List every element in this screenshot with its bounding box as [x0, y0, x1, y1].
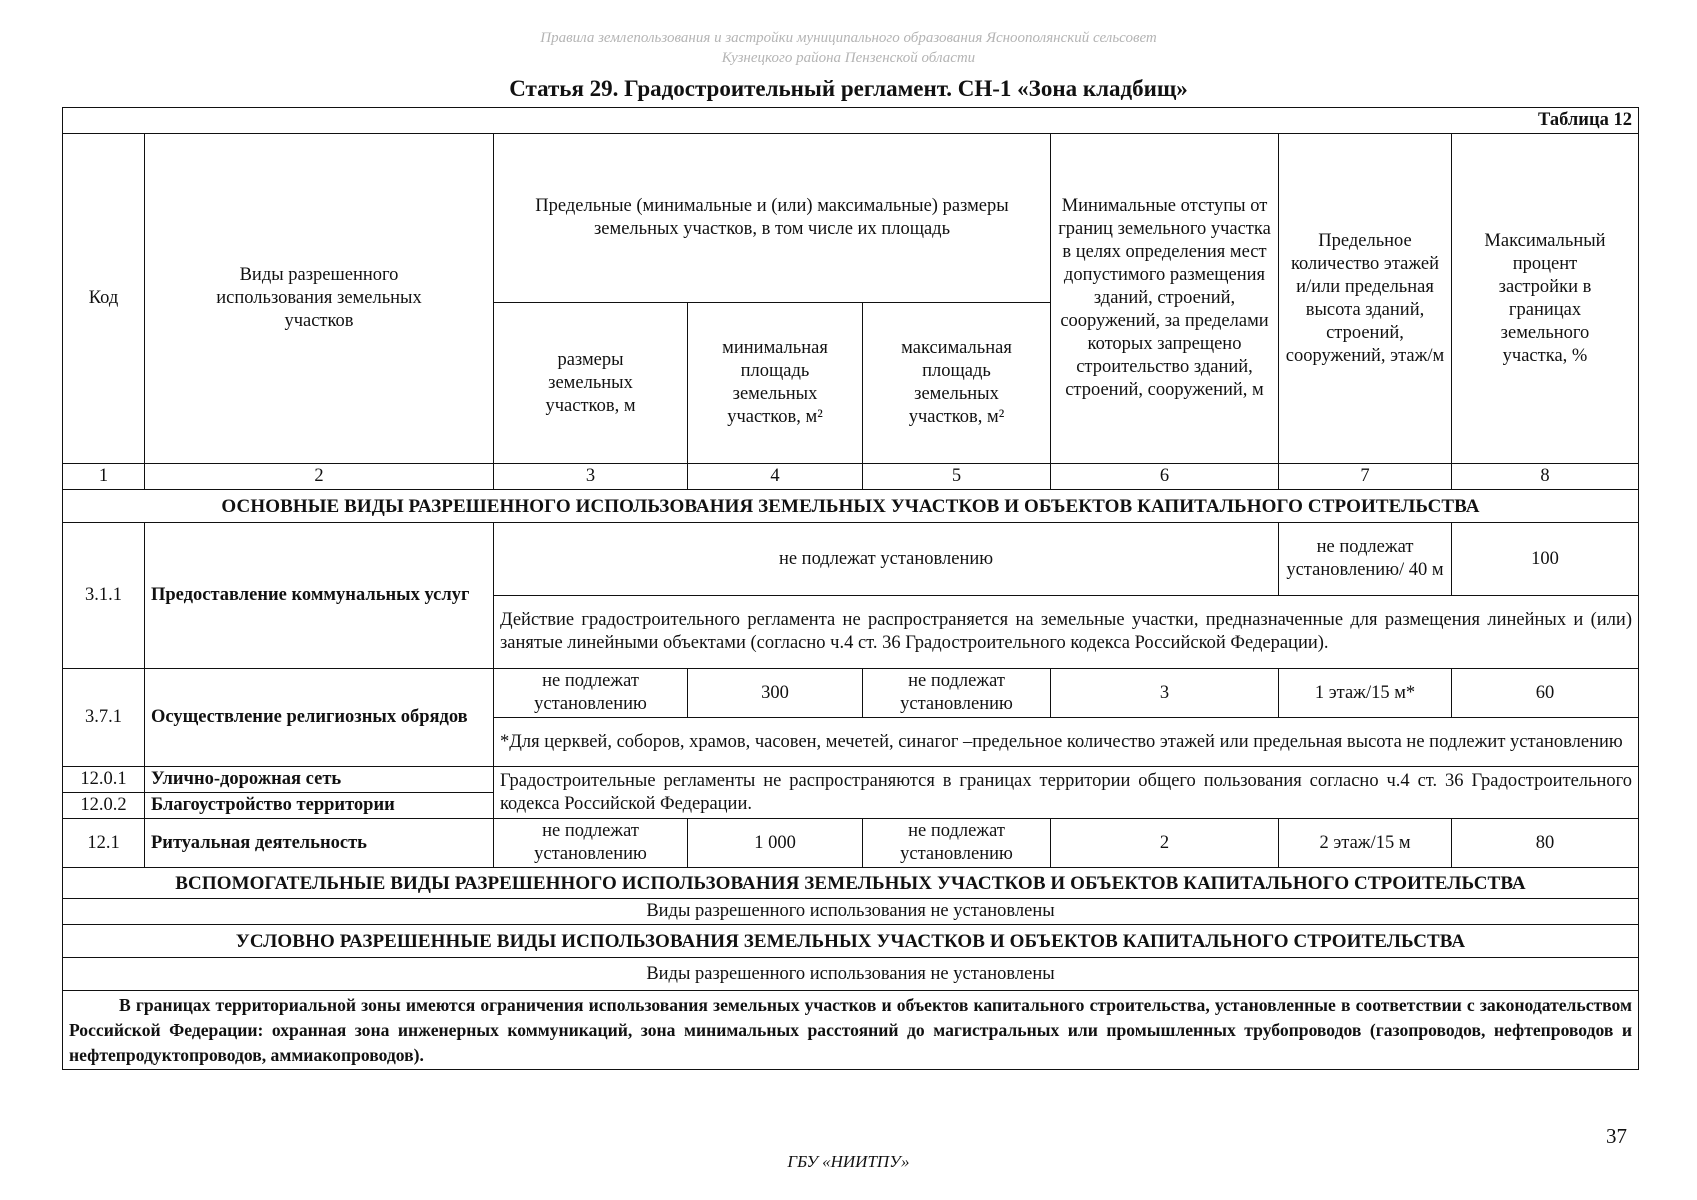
cond-text: Виды разрешенного использования не установлены	[63, 958, 1639, 991]
row-sizes: не подлежат установлению	[494, 819, 688, 868]
row-code: 12.0.2	[63, 793, 145, 819]
footer-organization: ГБУ «НИИТПУ»	[787, 1152, 910, 1171]
header-coverage: Максимальный процент застройки в границах земельного участка, %	[1452, 134, 1639, 464]
col-number: 1	[63, 464, 145, 490]
header-floors: Предельное количество этажей и/или предельная высота зданий, строений, сооружений, этаж/м	[1279, 134, 1452, 464]
row-coverage: 100	[1452, 523, 1639, 596]
running-header-line2: Кузнецкого района Пензенской области	[721, 50, 976, 66]
table-row	[63, 669, 1639, 718]
row-limits: не подлежат установлению	[494, 523, 1279, 596]
section-aux-row	[63, 868, 1639, 899]
table-label: Таблица 12	[63, 108, 1639, 134]
row-floors: не подлежат установлению/ 40 м	[1279, 523, 1452, 596]
row-max-area: не подлежат установлению	[863, 819, 1051, 868]
aux-text: Виды разрешенного использования не установлены	[63, 899, 1639, 925]
row-floors: 1 этаж/15 м*	[1279, 669, 1452, 718]
table-row	[63, 523, 1639, 596]
row-name: Улично-дорожная сеть	[145, 767, 494, 793]
header-max-area: максимальная площадь земельных участков, м²	[863, 303, 1051, 464]
row-setbacks: 3	[1051, 669, 1279, 718]
row-code: 3.7.1	[63, 669, 145, 767]
header-min-area: минимальная площадь земельных участков, м²	[688, 303, 863, 464]
row-note: Градостроительные регламенты не распространяются в границах территории общего пользования согласно ч.4 ст. 36 Градостроительного кодекса Российской Федерации.	[494, 767, 1639, 819]
row-coverage: 60	[1452, 669, 1639, 718]
col-number: 2	[145, 464, 494, 490]
table-row	[63, 767, 1639, 793]
row-name: Ритуальная деятельность	[145, 819, 494, 868]
col-number: 4	[688, 464, 863, 490]
header-use-types: Виды разрешенного использования земельных участков	[145, 134, 494, 464]
col-number: 7	[1279, 464, 1452, 490]
row-setbacks: 2	[1051, 819, 1279, 868]
row-note: *Для церквей, соборов, храмов, часовен, мечетей, синагог –предельное количество этажей или предельная высота не подлежит установлению	[494, 718, 1639, 767]
row-note: Действие градостроительного регламента не распространяется на земельные участки, предназначенные для размещения линейных и (или) занятые линейными объектами (согласно ч.4 ст. 36 Градостроительного кодекса Российской Федерации).	[494, 596, 1639, 669]
running-header-line1: Правила землепользования и застройки муниципального образования Ясноополянский сельсовет	[540, 30, 1157, 46]
row-coverage: 80	[1452, 819, 1639, 868]
row-name: Благоустройство территории	[145, 793, 494, 819]
restrictions-row	[63, 991, 1639, 1070]
restrictions-text: В границах территориальной зоны имеются ограничения использования земельных участков и объектов капитального строительства, установленные в соответствии с законодательством Российской Федерации: охранная зона инженерных коммуникаций, зона минимальных расстояний до магистральных или промышленных трубопроводов (газопроводов, нефтепроводов и нефтепродуктопроводов, аммиакопроводов).	[63, 991, 1639, 1070]
header-limits-group: Предельные (минимальные и (или) максимальные) размеры земельных участков, в том числе их площадь	[494, 134, 1051, 303]
column-number-row	[63, 464, 1639, 490]
row-name: Предоставление коммунальных услуг	[145, 523, 494, 669]
section-main-row	[63, 490, 1639, 523]
header-code: Код	[63, 134, 145, 464]
article-title: Статья 29. Градостроительный регламент. СН-1 «Зона кладбищ»	[509, 76, 1188, 101]
table-row	[63, 819, 1639, 868]
row-name: Осуществление религиозных обрядов	[145, 669, 494, 767]
row-floors: 2 этаж/15 м	[1279, 819, 1452, 868]
row-code: 12.1	[63, 819, 145, 868]
row-code: 12.0.1	[63, 767, 145, 793]
regulation-table	[62, 107, 1639, 1070]
section-main-heading: ОСНОВНЫЕ ВИДЫ РАЗРЕШЕННОГО ИСПОЛЬЗОВАНИЯ ЗЕМЕЛЬНЫХ УЧАСТКОВ И ОБЪЕКТОВ КАПИТАЛЬНОГО СТРОИТЕЛЬСТВА	[63, 490, 1639, 523]
col-number: 8	[1452, 464, 1639, 490]
aux-text-row	[63, 899, 1639, 925]
cond-text-row	[63, 958, 1639, 991]
header-sizes: размеры земельных участков, м	[494, 303, 688, 464]
section-aux-heading: ВСПОМОГАТЕЛЬНЫЕ ВИДЫ РАЗРЕШЕННОГО ИСПОЛЬЗОВАНИЯ ЗЕМЕЛЬНЫХ УЧАСТКОВ И ОБЪЕКТОВ КАПИТАЛЬНОГО СТРОИТЕЛЬСТВА	[63, 868, 1639, 899]
col-number: 6	[1051, 464, 1279, 490]
header-row-1	[63, 134, 1639, 303]
section-cond-heading: УСЛОВНО РАЗРЕШЕННЫЕ ВИДЫ ИСПОЛЬЗОВАНИЯ ЗЕМЕЛЬНЫХ УЧАСТКОВ И ОБЪЕКТОВ КАПИТАЛЬНОГО СТРОИТЕЛЬСТВА	[63, 925, 1639, 958]
row-max-area: не подлежат установлению	[863, 669, 1051, 718]
row-code: 3.1.1	[63, 523, 145, 669]
row-sizes: не подлежат установлению	[494, 669, 688, 718]
page-number: 37	[1606, 1124, 1627, 1148]
header-setbacks: Минимальные отступы от границ земельного участка в целях определения мест допустимого размещения зданий, строений, сооружений, за пределами которых запрещено строительство зданий, строений, сооружений, м	[1051, 134, 1279, 464]
col-number: 5	[863, 464, 1051, 490]
row-min-area: 300	[688, 669, 863, 718]
table-label-row	[63, 108, 1639, 134]
section-cond-row	[63, 925, 1639, 958]
col-number: 3	[494, 464, 688, 490]
row-min-area: 1 000	[688, 819, 863, 868]
